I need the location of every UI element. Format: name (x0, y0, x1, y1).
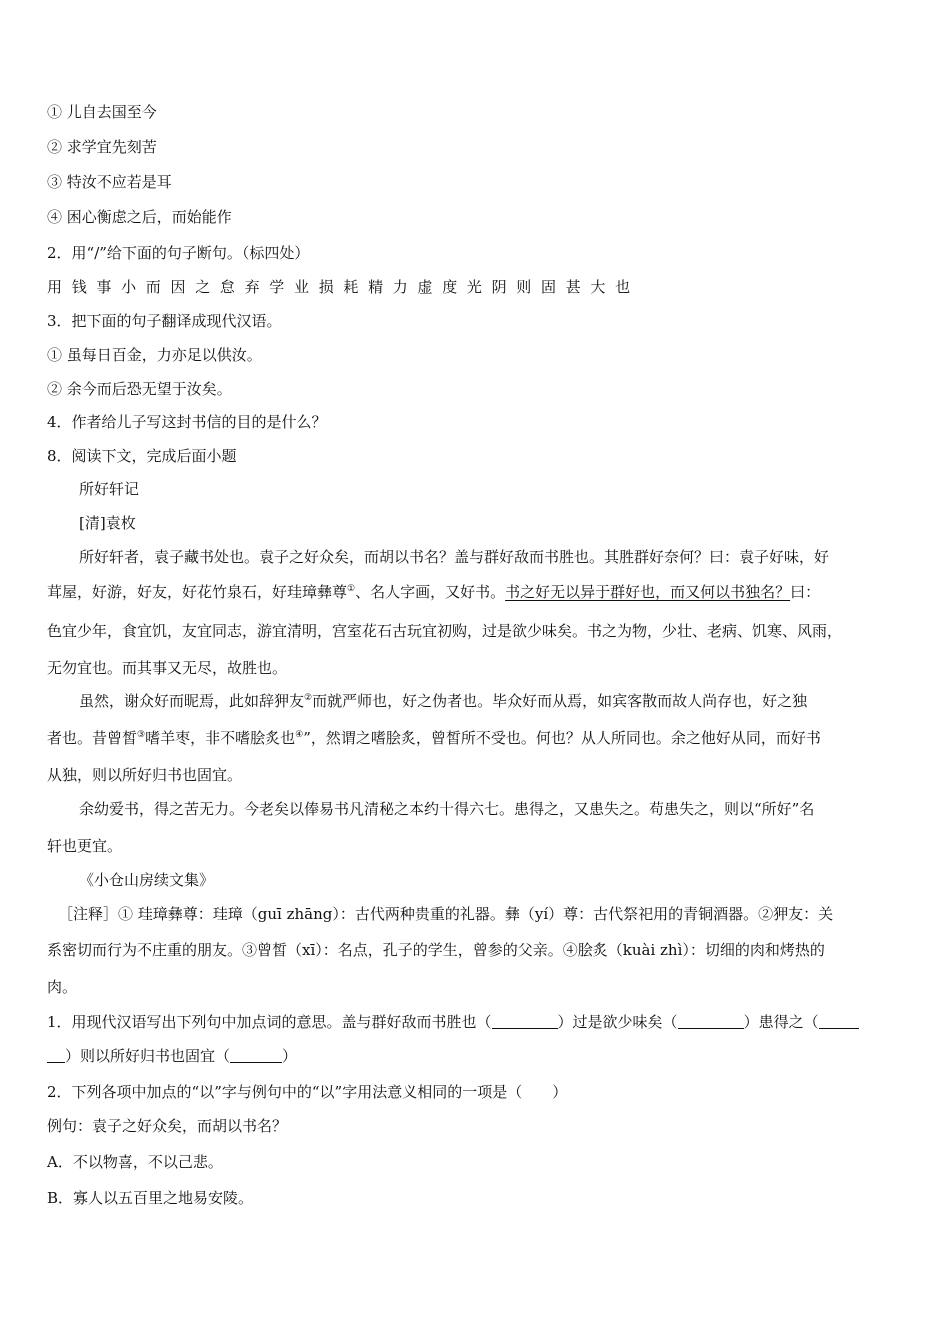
passage-author: [清]袁枚 (79, 514, 136, 532)
option-b: B．寡人以五百里之地易安陵。 (47, 1189, 254, 1207)
question-2-title: 2．用“/”给下面的句子断句。（标四处） (47, 244, 310, 262)
sub-question-1: 1．用现代汉语写出下列句中加点词的意思。盖与群好敌而书胜也（ ）过是欲少味矣（ ）患得之（ (47, 1012, 859, 1032)
passage-p1-line3: 色宜少年，食宜饥，友宜同志，游宜清明，宫室花石古玩宜初购，过是欲少味矣。书之为物，少壮、老病、饥寒、风雨， (47, 622, 843, 640)
question-3-item-1: ① 虽每日百金，力亦足以供汝。 (47, 346, 262, 364)
answer-blank-1[interactable] (492, 1014, 558, 1029)
question-3-title: 3．把下面的句子翻译成现代汉语。 (47, 312, 282, 330)
sub-question-2-title: 2．下列各项中加点的“以”字与例句中的“以”字用法意义相同的一项是（ ） (47, 1083, 568, 1101)
item-3: ③ 特汝不应若是耳 (47, 173, 172, 191)
notes-line1: ［注释］① 珪璋彝尊：珪璋（guī zhāng）：古代两种贵重的礼器。彝（yí）尊：古代祭祀用的青铜酒器。②狎友：关 (58, 905, 834, 923)
passage-p3-line2: 轩也更宜。 (47, 837, 123, 855)
passage-p1-line4: 无勿宜也。而其事又无尽，故胜也。 (47, 659, 288, 677)
question-3-item-2: ② 余今而后恐无望于汝矣。 (47, 380, 232, 398)
passage-p2-line1: 虽然，谢众好而昵焉，此如辞狎友②而就严师也，好之伪者也。毕众好而从焉，如宾客散而故人尚存也，好之独 (79, 692, 808, 710)
notes-line2: 系密切而行为不庄重的朋友。③曾皙（xī）：名点，孔子的学生，曾参的父亲。④脍炙（kuài zhì）：切细的肉和烤热的 (47, 941, 825, 959)
sub-question-1-cont: ）则以所好归书也固宜（ ） (47, 1046, 297, 1066)
item-4: ④ 困心衡虑之后，而始能作 (47, 208, 232, 226)
passage-title: 所好轩记 (79, 480, 140, 498)
passage-p1-line1: 所好轩者，袁子藏书处也。袁子之好众矣，而胡以书名？盖与群好敌而书胜也。其胜群好奈何？曰：袁子好味，好 (79, 548, 830, 566)
underlined-sentence: 书之好无以异于群好也，而又何以书独名？ (505, 583, 791, 601)
item-1: ① 儿自去国至今 (47, 103, 157, 121)
answer-blank-3-cont[interactable] (47, 1048, 65, 1063)
question-4: 4．作者给儿子写这封书信的目的是什么？ (47, 413, 327, 431)
notes-line3: 肉。 (47, 978, 78, 996)
passage-p3-line1: 余幼爱书，得之苦无力。今老矣以俸易书凡清秘之本约十得六七。患得之，又患失之。苟患失之，则以“所好”名 (79, 800, 815, 818)
answer-blank-3[interactable] (819, 1014, 859, 1029)
question-8-intro: 8．阅读下文，完成后面小题 (47, 447, 237, 465)
passage-source: 《小仓山房续文集》 (79, 871, 215, 889)
passage-p2-line2: 者也。昔曾皙③嗜羊枣，非不嗜脍炙也④”，然谓之嗜脍炙，曾皙所不受也。何也？从人所同也。余之他好从同，而好书 (47, 729, 821, 747)
passage-p2-line3: 从独，则以所好归书也固宜。 (47, 766, 243, 784)
sub-question-2-example: 例句：袁子之好众矣，而胡以书名？ (47, 1117, 288, 1135)
answer-blank-2[interactable] (678, 1014, 744, 1029)
answer-blank-4[interactable] (230, 1048, 282, 1063)
passage-p1-line2: 茸屋，好游，好友，好花竹泉石，好珪璋彝尊①、名人字画，又好书。书之好无以异于群好也，而又何以书独名？曰： (47, 583, 821, 601)
option-a: A．不以物喜，不以己悲。 (47, 1153, 223, 1171)
question-2-sentence: 用钱事小而因之怠弃学业损耗精力虚度光阴则固甚大也 (47, 278, 640, 296)
item-2: ② 求学宜先刻苦 (47, 138, 157, 156)
